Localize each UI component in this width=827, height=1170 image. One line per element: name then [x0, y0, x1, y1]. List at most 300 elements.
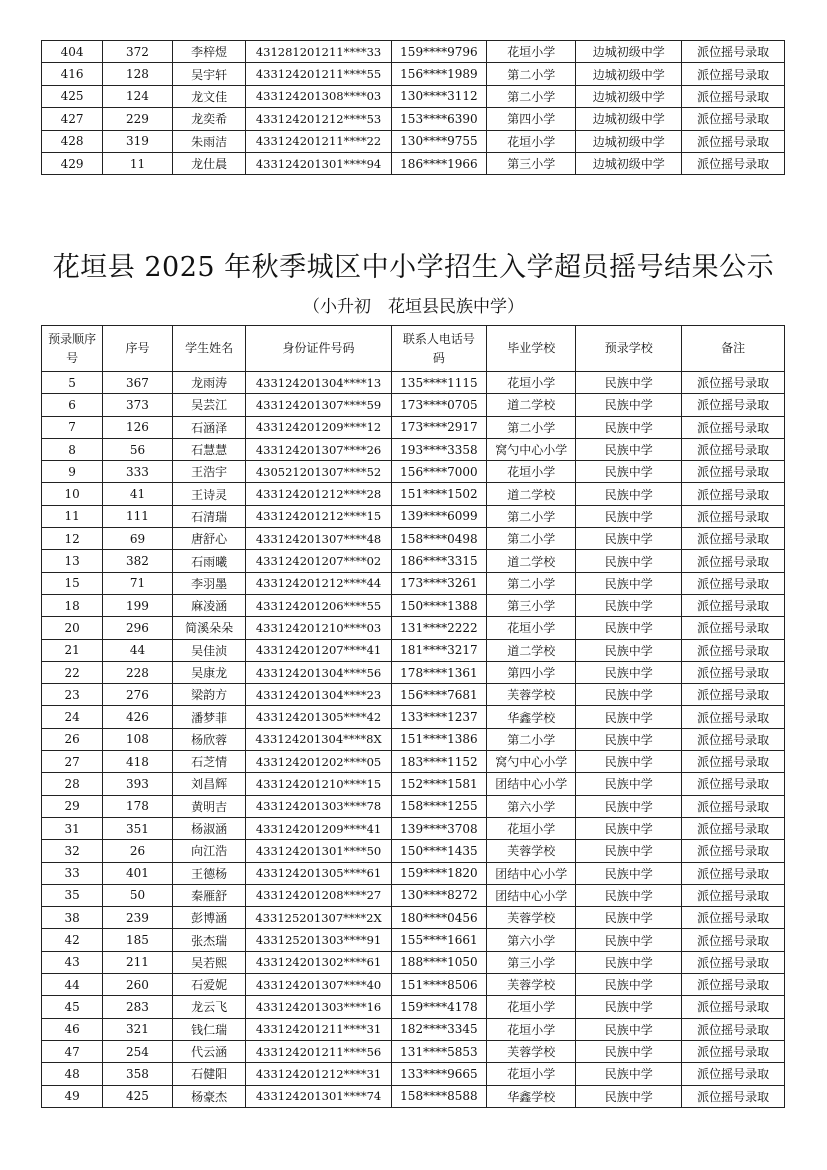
cell-serial: 41: [103, 483, 173, 505]
table-row: [42, 817, 785, 839]
cell-id-number: 433124201207****02: [246, 550, 391, 572]
cell-admitted-school: 民族中学: [576, 817, 682, 839]
cell-student-name: 李羽墨: [172, 572, 246, 594]
cell-student-name: 石慧慧: [172, 438, 246, 460]
cell-order-number: 8: [42, 438, 103, 460]
cell-order-number: 31: [42, 817, 103, 839]
cell-student-name: 简溪朵朵: [172, 617, 246, 639]
cell-admitted-school: 民族中学: [576, 684, 682, 706]
cell-student-name: 向江浩: [172, 840, 246, 862]
cell-contact-phone: 178****1361: [391, 661, 486, 683]
cell-graduate-school: 第四小学: [487, 661, 576, 683]
cell-serial: 367: [103, 372, 173, 394]
lottery-results-body: [42, 372, 785, 1108]
cell-order-number: 49: [42, 1085, 103, 1107]
cell-serial: 296: [103, 617, 173, 639]
cell-student-name: 石健阳: [172, 1063, 246, 1085]
cell-remarks: 派位摇号录取: [682, 372, 785, 394]
cell-contact-phone: 151****1386: [391, 728, 486, 750]
cell-student-name: 吴宇轩: [172, 63, 246, 85]
cell-student-name: 刘昌辉: [172, 773, 246, 795]
cell-id-number: 433124201307****59: [246, 394, 391, 416]
cell-order-number: 42: [42, 929, 103, 951]
cell-remarks: 派位摇号录取: [682, 1040, 785, 1062]
table-row: [42, 461, 785, 483]
cell-remarks: 派位摇号录取: [682, 130, 785, 152]
cell-id-number: 433124201211****55: [246, 63, 391, 85]
cell-student-name: 杨欣蓉: [172, 728, 246, 750]
cell-graduate-school: 第二小学: [487, 505, 576, 527]
cell-graduate-school: 团结中心小学: [487, 862, 576, 884]
cell-serial: 211: [103, 951, 173, 973]
cell-id-number: 433124201211****56: [246, 1040, 391, 1062]
cell-serial: 319: [103, 130, 173, 152]
cell-serial: 373: [103, 394, 173, 416]
cell-order-number: 428: [42, 130, 103, 152]
cell-graduate-school: 芙蓉学校: [487, 1040, 576, 1062]
page-title: 花垣县 2025 年秋季城区中小学招生入学超员摇号结果公示: [52, 252, 775, 283]
cell-remarks: 派位摇号录取: [682, 974, 785, 996]
cell-serial: 44: [103, 639, 173, 661]
cell-remarks: 派位摇号录取: [682, 394, 785, 416]
cell-admitted-school: 边城初级中学: [576, 130, 682, 152]
cell-serial: 372: [103, 41, 173, 63]
cell-contact-phone: 186****3315: [391, 550, 486, 572]
cell-student-name: 潘梦菲: [172, 706, 246, 728]
cell-student-name: 石清瑞: [172, 505, 246, 527]
page-subtitle: （小升初 花垣县民族中学）: [303, 297, 524, 317]
cell-id-number: 433124201212****53: [246, 108, 391, 130]
table-row: [42, 550, 785, 572]
table-row: [42, 85, 785, 107]
cell-order-number: 46: [42, 1018, 103, 1040]
cell-student-name: 张杰瑞: [172, 929, 246, 951]
cell-contact-phone: 173****3261: [391, 572, 486, 594]
cell-admitted-school: 民族中学: [576, 951, 682, 973]
cell-contact-phone: 155****1661: [391, 929, 486, 951]
cell-contact-phone: 152****1581: [391, 773, 486, 795]
cell-contact-phone: 156****1989: [391, 63, 486, 85]
cell-graduate-school: 道二学校: [487, 639, 576, 661]
cell-id-number: 433124201208****27: [246, 884, 391, 906]
cell-remarks: 派位摇号录取: [682, 1018, 785, 1040]
cell-admitted-school: 民族中学: [576, 974, 682, 996]
cell-id-number: 430521201307****52: [246, 461, 391, 483]
cell-graduate-school: 第三小学: [487, 594, 576, 616]
cell-serial: 393: [103, 773, 173, 795]
header-order-number: 预录顺序号: [42, 326, 103, 372]
header-student-name: 学生姓名: [172, 326, 246, 372]
cell-contact-phone: 151****8506: [391, 974, 486, 996]
cell-remarks: 派位摇号录取: [682, 550, 785, 572]
cell-admitted-school: 边城初级中学: [576, 63, 682, 85]
cell-contact-phone: 173****0705: [391, 394, 486, 416]
table-row: [42, 661, 785, 683]
table-row: [42, 862, 785, 884]
cell-remarks: 派位摇号录取: [682, 461, 785, 483]
cell-admitted-school: 边城初级中学: [576, 85, 682, 107]
cell-order-number: 22: [42, 661, 103, 683]
cell-remarks: 派位摇号录取: [682, 951, 785, 973]
cell-contact-phone: 139****6099: [391, 505, 486, 527]
cell-serial: 382: [103, 550, 173, 572]
cell-graduate-school: 花垣小学: [487, 1018, 576, 1040]
cell-contact-phone: 150****1388: [391, 594, 486, 616]
cell-id-number: 433124201303****78: [246, 795, 391, 817]
cell-contact-phone: 193****3358: [391, 438, 486, 460]
table-row: [42, 41, 785, 63]
cell-graduate-school: 芙蓉学校: [487, 907, 576, 929]
cell-serial: 276: [103, 684, 173, 706]
cell-admitted-school: 边城初级中学: [576, 41, 682, 63]
cell-order-number: 7: [42, 416, 103, 438]
cell-serial: 418: [103, 751, 173, 773]
cell-id-number: 433124201307****40: [246, 974, 391, 996]
table-row: [42, 372, 785, 394]
cell-graduate-school: 第三小学: [487, 951, 576, 973]
cell-admitted-school: 民族中学: [576, 550, 682, 572]
cell-id-number: 433124201304****23: [246, 684, 391, 706]
cell-graduate-school: 窝勺中心小学: [487, 751, 576, 773]
cell-contact-phone: 159****4178: [391, 996, 486, 1018]
cell-serial: 321: [103, 1018, 173, 1040]
cell-contact-phone: 183****1152: [391, 751, 486, 773]
cell-id-number: 433124201212****31: [246, 1063, 391, 1085]
cell-student-name: 麻凌涵: [172, 594, 246, 616]
cell-remarks: 派位摇号录取: [682, 483, 785, 505]
cell-student-name: 王浩宇: [172, 461, 246, 483]
cell-contact-phone: 181****3217: [391, 639, 486, 661]
cell-admitted-school: 民族中学: [576, 929, 682, 951]
cell-order-number: 425: [42, 85, 103, 107]
cell-student-name: 彭博涵: [172, 907, 246, 929]
cell-order-number: 11: [42, 505, 103, 527]
cell-student-name: 龙云飞: [172, 996, 246, 1018]
cell-order-number: 28: [42, 773, 103, 795]
cell-id-number: 433124201202****05: [246, 751, 391, 773]
cell-graduate-school: 芙蓉学校: [487, 684, 576, 706]
cell-remarks: 派位摇号录取: [682, 594, 785, 616]
table-row: [42, 617, 785, 639]
cell-graduate-school: 第二小学: [487, 572, 576, 594]
cell-contact-phone: 158****1255: [391, 795, 486, 817]
cell-order-number: 416: [42, 63, 103, 85]
table-row: [42, 840, 785, 862]
cell-graduate-school: 第二小学: [487, 528, 576, 550]
cell-remarks: 派位摇号录取: [682, 907, 785, 929]
cell-admitted-school: 民族中学: [576, 572, 682, 594]
cell-remarks: 派位摇号录取: [682, 773, 785, 795]
cell-remarks: 派位摇号录取: [682, 661, 785, 683]
cell-id-number: 433124201211****31: [246, 1018, 391, 1040]
cell-order-number: 23: [42, 684, 103, 706]
cell-order-number: 5: [42, 372, 103, 394]
cell-student-name: 朱雨洁: [172, 130, 246, 152]
cell-student-name: 吴佳浈: [172, 639, 246, 661]
cell-id-number: 433124201212****44: [246, 572, 391, 594]
cell-contact-phone: 130****8272: [391, 884, 486, 906]
cell-graduate-school: 花垣小学: [487, 617, 576, 639]
cell-id-number: 433124201301****74: [246, 1085, 391, 1107]
cell-admitted-school: 民族中学: [576, 483, 682, 505]
table-row: [42, 728, 785, 750]
cell-graduate-school: 第六小学: [487, 929, 576, 951]
cell-student-name: 李梓煜: [172, 41, 246, 63]
previous-results-table: [41, 40, 785, 175]
cell-order-number: 24: [42, 706, 103, 728]
cell-remarks: 派位摇号录取: [682, 108, 785, 130]
cell-remarks: 派位摇号录取: [682, 1085, 785, 1107]
cell-admitted-school: 民族中学: [576, 1040, 682, 1062]
cell-order-number: 427: [42, 108, 103, 130]
header-contact-phone: 联系人电话号码: [391, 326, 486, 372]
cell-id-number: 433124201303****16: [246, 996, 391, 1018]
cell-remarks: 派位摇号录取: [682, 817, 785, 839]
cell-admitted-school: 民族中学: [576, 840, 682, 862]
cell-admitted-school: 民族中学: [576, 1063, 682, 1085]
table-row: [42, 505, 785, 527]
table-row: [42, 1085, 785, 1107]
table-row: [42, 907, 785, 929]
cell-graduate-school: 花垣小学: [487, 372, 576, 394]
cell-remarks: 派位摇号录取: [682, 706, 785, 728]
cell-admitted-school: 民族中学: [576, 884, 682, 906]
cell-remarks: 派位摇号录取: [682, 728, 785, 750]
lottery-results-table: [41, 325, 785, 1108]
cell-graduate-school: 花垣小学: [487, 1063, 576, 1085]
cell-graduate-school: 第四小学: [487, 108, 576, 130]
cell-remarks: 派位摇号录取: [682, 795, 785, 817]
cell-contact-phone: 159****9796: [391, 41, 486, 63]
cell-id-number: 433124201212****15: [246, 505, 391, 527]
header-serial: 序号: [103, 326, 173, 372]
cell-serial: 425: [103, 1085, 173, 1107]
table-row: [42, 152, 785, 174]
cell-id-number: 433124201304****56: [246, 661, 391, 683]
table-row: [42, 751, 785, 773]
cell-admitted-school: 民族中学: [576, 594, 682, 616]
cell-graduate-school: 华鑫学校: [487, 1085, 576, 1107]
cell-admitted-school: 民族中学: [576, 394, 682, 416]
cell-id-number: 433124201209****41: [246, 817, 391, 839]
cell-serial: 228: [103, 661, 173, 683]
table-row: [42, 63, 785, 85]
cell-id-number: 433124201211****22: [246, 130, 391, 152]
cell-student-name: 石雨曦: [172, 550, 246, 572]
cell-student-name: 王德杨: [172, 862, 246, 884]
cell-contact-phone: 158****0498: [391, 528, 486, 550]
cell-serial: 426: [103, 706, 173, 728]
cell-order-number: 429: [42, 152, 103, 174]
cell-contact-phone: 131****5853: [391, 1040, 486, 1062]
cell-serial: 351: [103, 817, 173, 839]
cell-remarks: 派位摇号录取: [682, 617, 785, 639]
cell-student-name: 黄明吉: [172, 795, 246, 817]
cell-contact-phone: 159****1820: [391, 862, 486, 884]
cell-serial: 111: [103, 505, 173, 527]
cell-order-number: 13: [42, 550, 103, 572]
cell-student-name: 吴芸江: [172, 394, 246, 416]
cell-id-number: 433125201303****91: [246, 929, 391, 951]
cell-remarks: 派位摇号录取: [682, 996, 785, 1018]
cell-contact-phone: 139****3708: [391, 817, 486, 839]
table-row: [42, 438, 785, 460]
cell-order-number: 12: [42, 528, 103, 550]
table-row: [42, 706, 785, 728]
table-header-row: [42, 326, 785, 372]
cell-remarks: 派位摇号录取: [682, 152, 785, 174]
cell-graduate-school: 道二学校: [487, 394, 576, 416]
cell-student-name: 杨豪杰: [172, 1085, 246, 1107]
cell-contact-phone: 131****2222: [391, 617, 486, 639]
cell-order-number: 6: [42, 394, 103, 416]
cell-serial: 50: [103, 884, 173, 906]
table-row: [42, 1040, 785, 1062]
cell-id-number: 433124201207****41: [246, 639, 391, 661]
cell-order-number: 35: [42, 884, 103, 906]
cell-serial: 126: [103, 416, 173, 438]
cell-remarks: 派位摇号录取: [682, 438, 785, 460]
cell-admitted-school: 民族中学: [576, 773, 682, 795]
cell-order-number: 33: [42, 862, 103, 884]
cell-graduate-school: 芙蓉学校: [487, 840, 576, 862]
cell-order-number: 43: [42, 951, 103, 973]
cell-graduate-school: 团结中心小学: [487, 773, 576, 795]
cell-remarks: 派位摇号录取: [682, 416, 785, 438]
cell-admitted-school: 民族中学: [576, 438, 682, 460]
cell-contact-phone: 156****7681: [391, 684, 486, 706]
cell-graduate-school: 花垣小学: [487, 996, 576, 1018]
cell-serial: 26: [103, 840, 173, 862]
cell-remarks: 派位摇号录取: [682, 639, 785, 661]
cell-serial: 358: [103, 1063, 173, 1085]
cell-order-number: 9: [42, 461, 103, 483]
cell-contact-phone: 180****0456: [391, 907, 486, 929]
cell-admitted-school: 民族中学: [576, 751, 682, 773]
table-row: [42, 1018, 785, 1040]
cell-id-number: 433125201307****2X: [246, 907, 391, 929]
cell-admitted-school: 民族中学: [576, 795, 682, 817]
cell-graduate-school: 第六小学: [487, 795, 576, 817]
cell-serial: 283: [103, 996, 173, 1018]
table-row: [42, 974, 785, 996]
cell-admitted-school: 民族中学: [576, 617, 682, 639]
cell-student-name: 石爱妮: [172, 974, 246, 996]
cell-graduate-school: 团结中心小学: [487, 884, 576, 906]
cell-admitted-school: 民族中学: [576, 639, 682, 661]
cell-admitted-school: 民族中学: [576, 461, 682, 483]
cell-remarks: 派位摇号录取: [682, 840, 785, 862]
cell-student-name: 龙雨涛: [172, 372, 246, 394]
cell-admitted-school: 边城初级中学: [576, 152, 682, 174]
table-row: [42, 572, 785, 594]
cell-serial: 199: [103, 594, 173, 616]
table-row: [42, 684, 785, 706]
cell-student-name: 杨淑涵: [172, 817, 246, 839]
cell-contact-phone: 182****3345: [391, 1018, 486, 1040]
cell-contact-phone: 130****3112: [391, 85, 486, 107]
cell-student-name: 石涵泽: [172, 416, 246, 438]
cell-remarks: 派位摇号录取: [682, 862, 785, 884]
cell-contact-phone: 150****1435: [391, 840, 486, 862]
table-row: [42, 884, 785, 906]
cell-graduate-school: 华鑫学校: [487, 706, 576, 728]
cell-graduate-school: 第二小学: [487, 728, 576, 750]
cell-id-number: 433124201305****42: [246, 706, 391, 728]
cell-student-name: 龙奕希: [172, 108, 246, 130]
header-id-number: 身份证件号码: [246, 326, 391, 372]
cell-id-number: 433124201307****48: [246, 528, 391, 550]
cell-id-number: 433124201210****15: [246, 773, 391, 795]
cell-contact-phone: 158****8588: [391, 1085, 486, 1107]
cell-graduate-school: 花垣小学: [487, 817, 576, 839]
cell-order-number: 18: [42, 594, 103, 616]
cell-remarks: 派位摇号录取: [682, 1063, 785, 1085]
cell-remarks: 派位摇号录取: [682, 884, 785, 906]
cell-student-name: 吴若熙: [172, 951, 246, 973]
cell-graduate-school: 第二小学: [487, 85, 576, 107]
cell-id-number: 433124201304****8X: [246, 728, 391, 750]
cell-id-number: 433124201206****55: [246, 594, 391, 616]
cell-serial: 229: [103, 108, 173, 130]
cell-order-number: 44: [42, 974, 103, 996]
cell-remarks: 派位摇号录取: [682, 505, 785, 527]
header-admitted-school: 预录学校: [576, 326, 682, 372]
table-row: [42, 130, 785, 152]
table-row: [42, 795, 785, 817]
cell-graduate-school: 道二学校: [487, 483, 576, 505]
cell-order-number: 29: [42, 795, 103, 817]
cell-order-number: 32: [42, 840, 103, 862]
cell-serial: 401: [103, 862, 173, 884]
cell-serial: 108: [103, 728, 173, 750]
cell-serial: 254: [103, 1040, 173, 1062]
cell-serial: 185: [103, 929, 173, 951]
cell-graduate-school: 花垣小学: [487, 130, 576, 152]
cell-graduate-school: 第二小学: [487, 63, 576, 85]
cell-contact-phone: 188****1050: [391, 951, 486, 973]
cell-id-number: 433124201301****50: [246, 840, 391, 862]
cell-id-number: 433124201210****03: [246, 617, 391, 639]
table-row: [42, 594, 785, 616]
table-row: [42, 929, 785, 951]
cell-student-name: 代云涵: [172, 1040, 246, 1062]
cell-order-number: 38: [42, 907, 103, 929]
table-row: [42, 996, 785, 1018]
cell-graduate-school: 道二学校: [487, 550, 576, 572]
cell-admitted-school: 民族中学: [576, 528, 682, 550]
cell-admitted-school: 民族中学: [576, 706, 682, 728]
cell-admitted-school: 民族中学: [576, 1085, 682, 1107]
cell-serial: 333: [103, 461, 173, 483]
cell-contact-phone: 135****1115: [391, 372, 486, 394]
cell-student-name: 龙仕晨: [172, 152, 246, 174]
cell-graduate-school: 芙蓉学校: [487, 974, 576, 996]
table-row: [42, 394, 785, 416]
cell-admitted-school: 民族中学: [576, 416, 682, 438]
cell-order-number: 27: [42, 751, 103, 773]
cell-graduate-school: 花垣小学: [487, 461, 576, 483]
cell-serial: 128: [103, 63, 173, 85]
cell-student-name: 梁韵方: [172, 684, 246, 706]
cell-admitted-school: 民族中学: [576, 907, 682, 929]
header-remarks: 备注: [682, 326, 785, 372]
cell-id-number: 433124201308****03: [246, 85, 391, 107]
cell-student-name: 吴康龙: [172, 661, 246, 683]
cell-student-name: 龙文佳: [172, 85, 246, 107]
cell-serial: 69: [103, 528, 173, 550]
cell-serial: 239: [103, 907, 173, 929]
